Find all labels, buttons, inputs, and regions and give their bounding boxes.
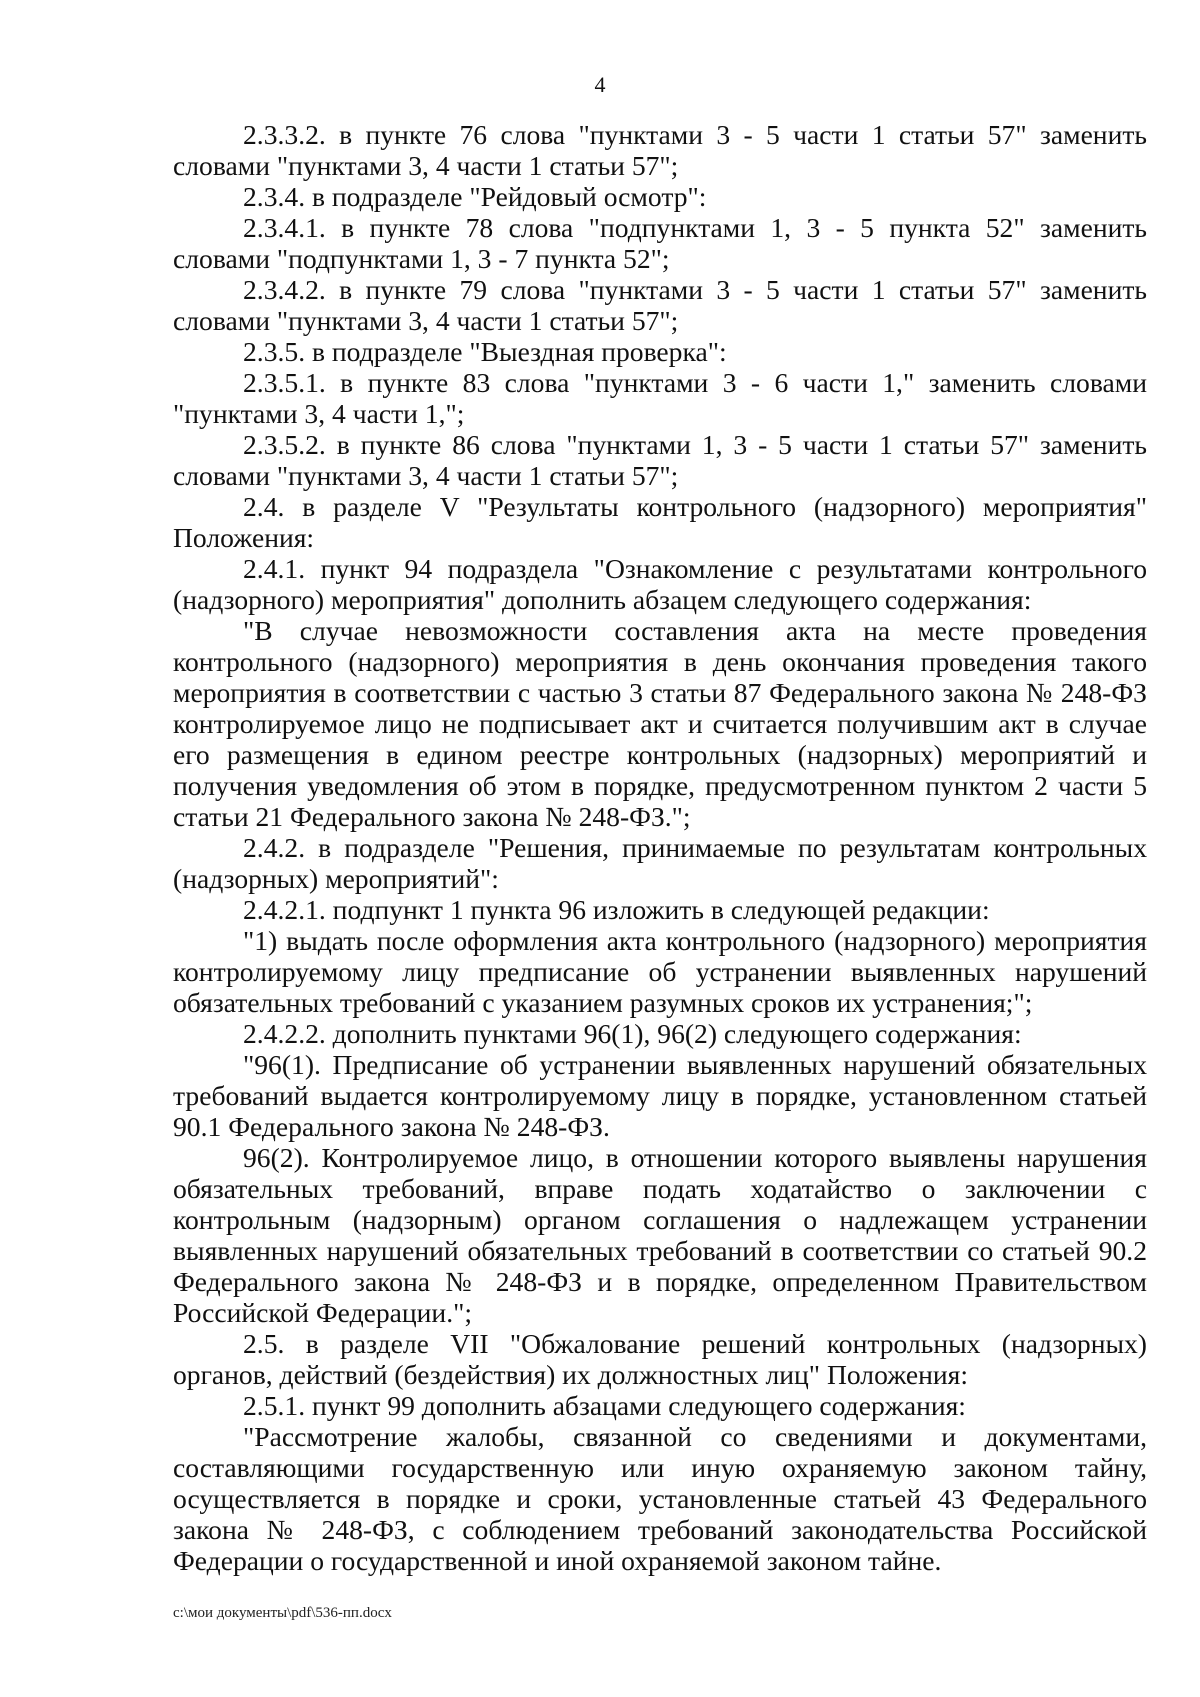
paragraph-2-3-4-1: 2.3.4.1. в пункте 78 слова "подпунктами 1, 3 - 5 пункта 52" заменить словами "подпунктами 1, 3 - 7 пункта 52"; bbox=[173, 212, 1147, 274]
paragraph-2-3-4-2: 2.3.4.2. в пункте 79 слова "пунктами 3 - 5 части 1 статьи 57" заменить словами "пунктами 3, 4 части 1 статьи 57"; bbox=[173, 274, 1147, 336]
paragraph-2-3-4: 2.3.4. в подразделе "Рейдовый осмотр": bbox=[243, 181, 707, 212]
file-path-footer: c:\мои документы\pdf\536-пп.docx bbox=[173, 1605, 392, 1621]
quoted-paragraph-subitem-1: "1) выдать после оформления акта контрольного (надзорного) мероприятия контролируемому лицу предписание об устранении выявленных нарушений обязательных требований с указанием разумных сроков их устранения;"; bbox=[173, 925, 1147, 1018]
paragraph-2-3-3-2: 2.3.3.2. в пункте 76 слова "пунктами 3 - 5 части 1 статьи 57" заменить словами "пунктами 3, 4 части 1 статьи 57"; bbox=[173, 119, 1147, 181]
paragraph-2-4: 2.4. в разделе V "Результаты контрольного (надзорного) мероприятия" Положения: bbox=[173, 491, 1147, 553]
paragraph-2-3-5-2: 2.3.5.2. в пункте 86 слова "пунктами 1, 3 - 5 части 1 статьи 57" заменить словами "пунктами 3, 4 части 1 статьи 57"; bbox=[173, 429, 1147, 491]
paragraph-2-3-5-1: 2.3.5.1. в пункте 83 слова "пунктами 3 - 6 части 1," заменить словами "пунктами 3, 4 части 1,"; bbox=[173, 367, 1147, 429]
paragraph-2-5-1: 2.5.1. пункт 99 дополнить абзацами следующего содержания: bbox=[243, 1390, 966, 1421]
quoted-paragraph-96-1: "96(1). Предписание об устранении выявленных нарушений обязательных требований выдается контролируемому лицу в порядке, установленном статьей 90.1 Федерального закона № 248-ФЗ. bbox=[173, 1049, 1147, 1142]
document-body bbox=[173, 119, 1147, 1576]
quoted-paragraph-96-2: 96(2). Контролируемое лицо, в отношении которого выявлены нарушения обязательных требований, вправе подать ходатайство о заключении с контрольным (надзорным) органом соглашения о надлежащем устранении выявленных нарушений обязательных требований в соответствии со статьей 90.2 Федерального закона № 248-ФЗ и в порядке, определенном Правительством Российской Федерации."; bbox=[173, 1142, 1147, 1328]
paragraph-2-3-5: 2.3.5. в подразделе "Выездная проверка": bbox=[243, 336, 727, 367]
quoted-paragraph-complaint: "Рассмотрение жалобы, связанной со сведениями и документами, составляющими государственную или иную охраняемую законом тайну, осуществляется в порядке и сроки, установленные статьей 43 Федерального закона № 248-ФЗ, с соблюдением требований законодательства Российской Федерации о государственной и иной охраняемой законом тайне. bbox=[173, 1421, 1147, 1576]
paragraph-2-4-2-2: 2.4.2.2. дополнить пунктами 96(1), 96(2) следующего содержания: bbox=[243, 1018, 1022, 1049]
paragraph-2-5: 2.5. в разделе VII "Обжалование решений контрольных (надзорных) органов, действий (бездействия) их должностных лиц" Положения: bbox=[173, 1328, 1147, 1390]
quoted-paragraph-act: "В случае невозможности составления акта на месте проведения контрольного (надзорного) мероприятия в день окончания проведения такого мероприятия в соответствии с частью 3 статьи 87 Федерального закона № 248-ФЗ контролируемое лицо не подписывает акт и считается получившим акт в случае его размещения в едином реестре контрольных (надзорных) мероприятий и получения уведомления об этом в порядке, предусмотренном пунктом 2 части 5 статьи 21 Федерального закона № 248-ФЗ."; bbox=[173, 615, 1147, 832]
paragraph-2-4-2: 2.4.2. в подразделе "Решения, принимаемые по результатам контрольных (надзорных) мероприятий": bbox=[173, 832, 1147, 894]
page-number: 4 bbox=[594, 72, 606, 97]
paragraph-2-4-2-1: 2.4.2.1. подпункт 1 пункта 96 изложить в следующей редакции: bbox=[243, 894, 990, 925]
paragraph-2-4-1: 2.4.1. пункт 94 подраздела "Ознакомление с результатами контрольного (надзорного) мероприятия" дополнить абзацем следующего содержания: bbox=[173, 553, 1147, 615]
